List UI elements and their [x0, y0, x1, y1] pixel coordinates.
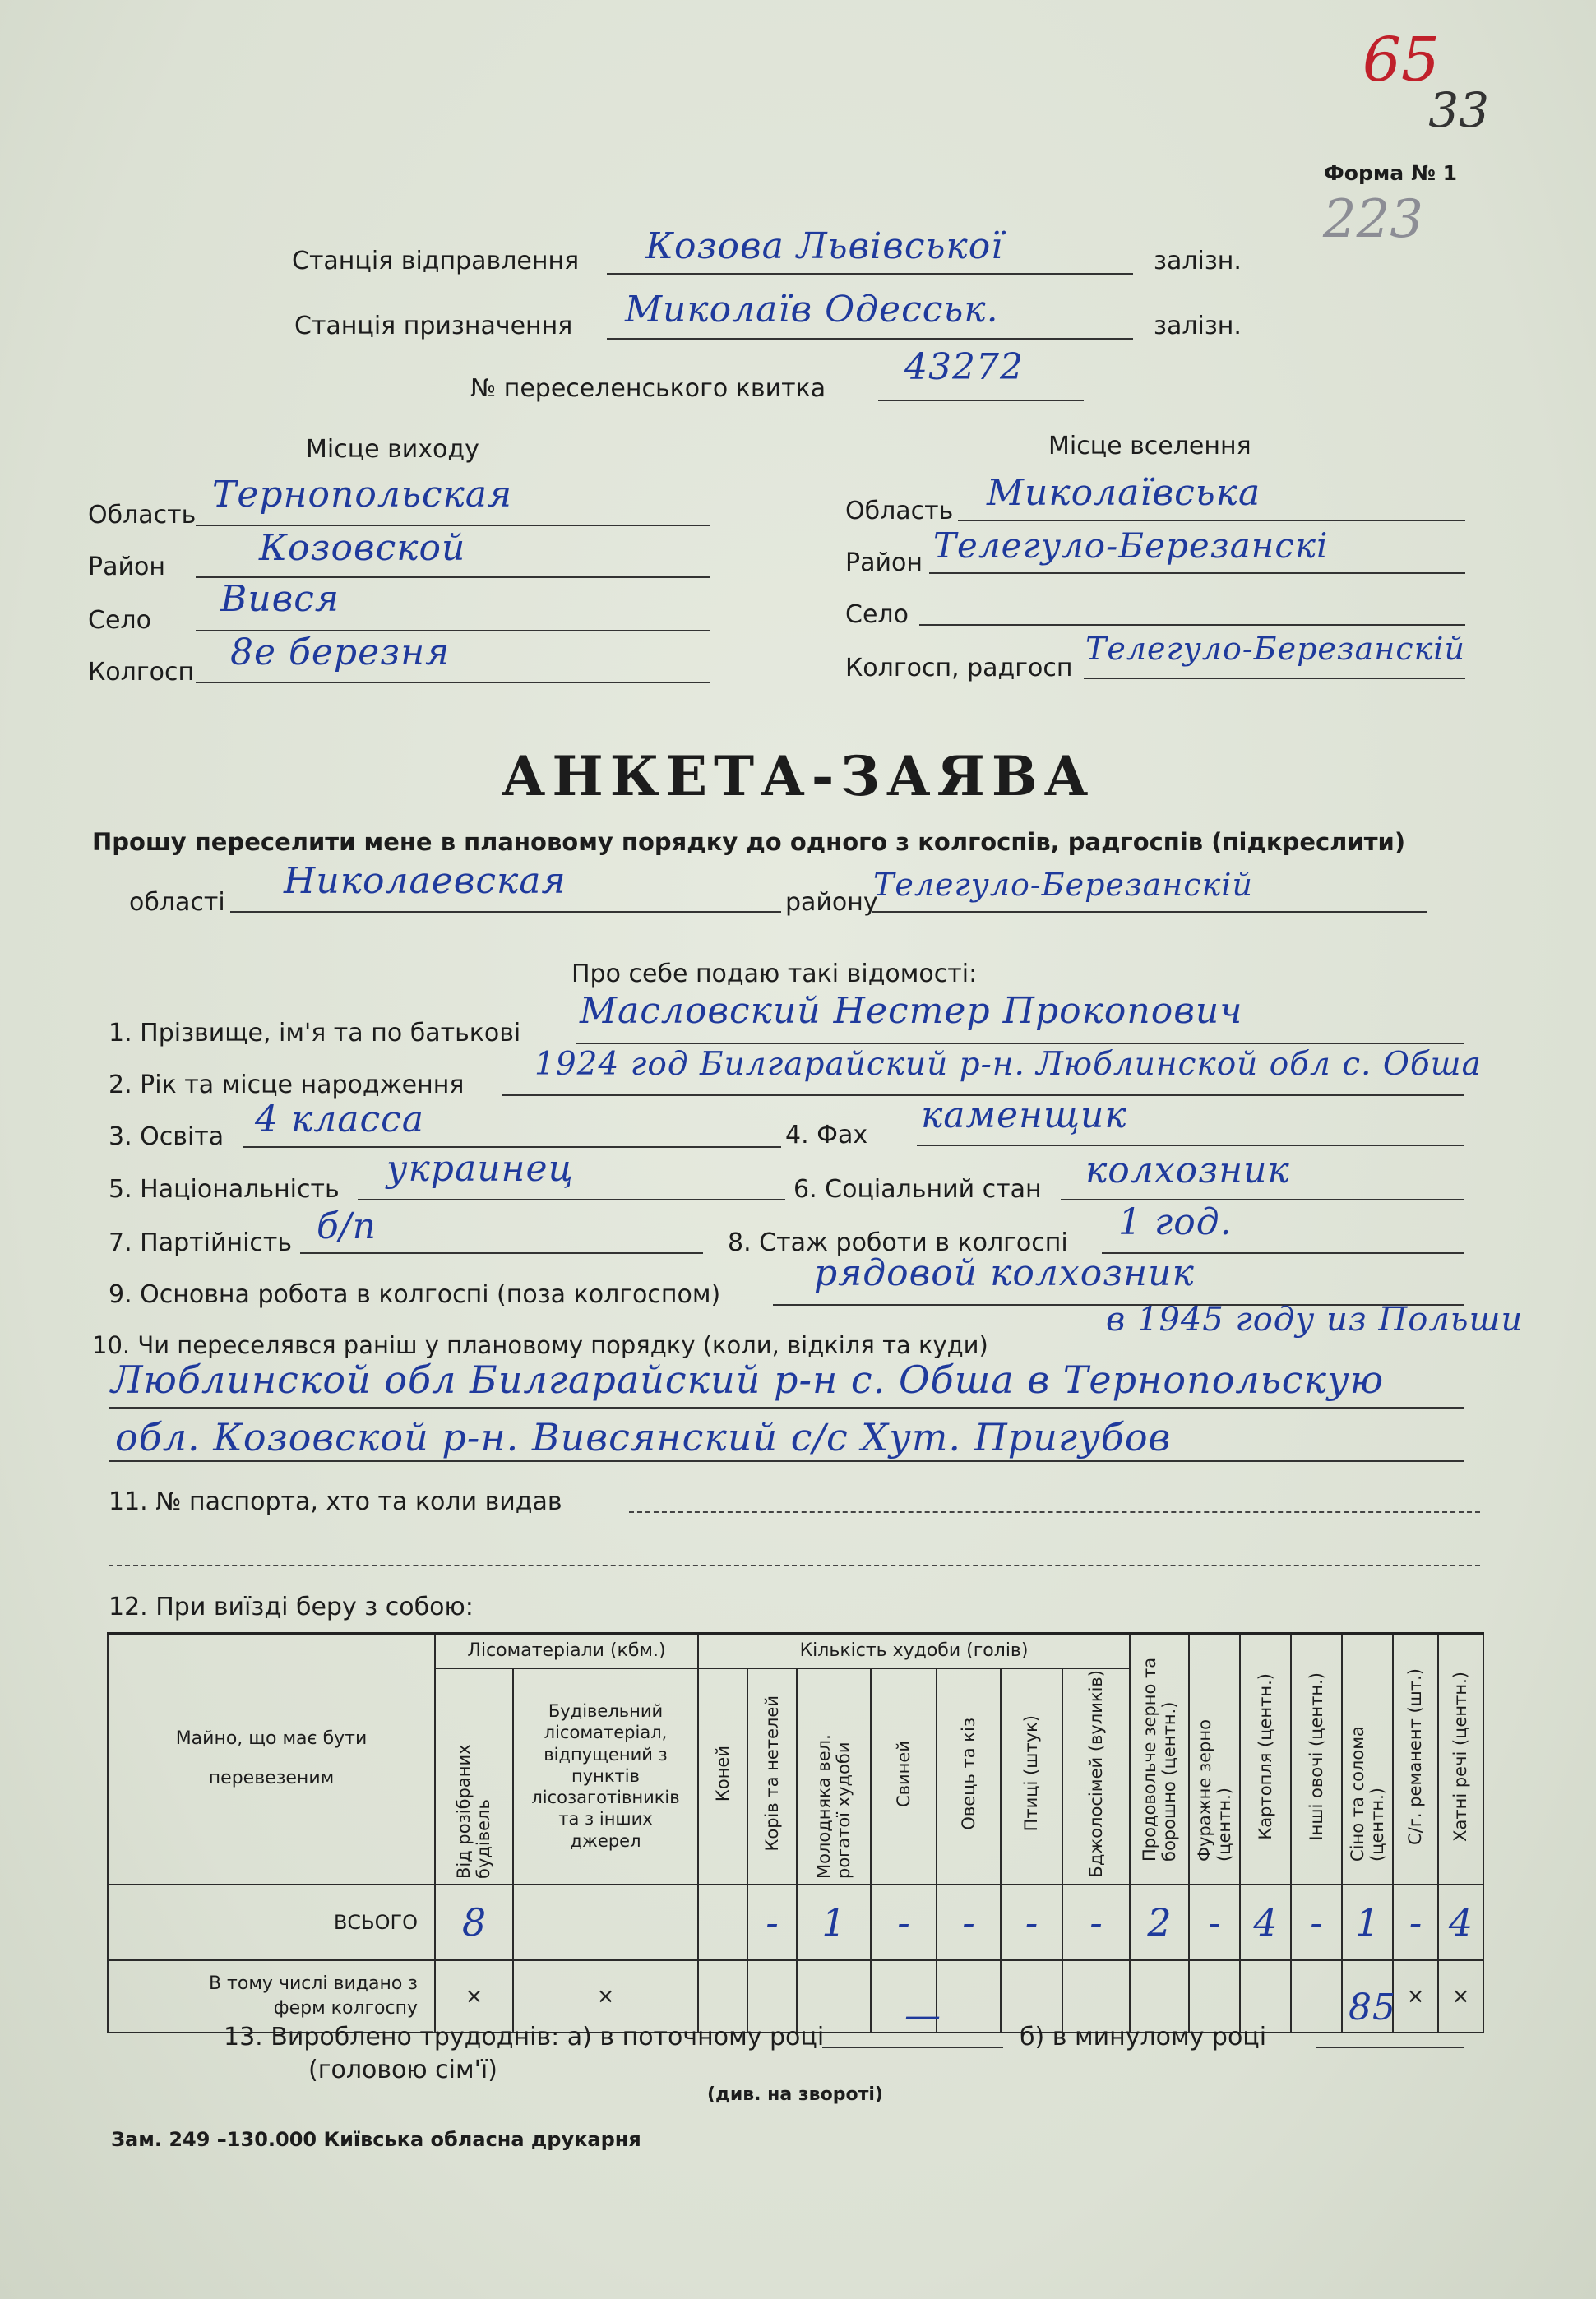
- header-remanent: С/г. реманент (шт.): [1393, 1634, 1438, 1885]
- request-text: Прошу переселити мене в плановому порядку до одного з колгоспів, радгоспів (підкреслити): [92, 828, 1406, 856]
- request-oblast-value: Николаевская: [284, 860, 567, 902]
- field-11-line: [629, 1511, 1480, 1513]
- field-10-value-3: обл. Козовской р-н. Вивсянский с/с Хут. Пригубов: [115, 1415, 1172, 1459]
- cell: 2: [1130, 1885, 1189, 1960]
- field-7-line: [300, 1252, 703, 1254]
- see-reverse: (див. на звороті): [707, 2084, 883, 2105]
- cell: ×: [1393, 1960, 1438, 2033]
- header-molodnyak: Молодняка вел. рогатої худоби: [797, 1668, 871, 1885]
- field-6-value: колхозник: [1085, 1150, 1290, 1191]
- origin-village-value: Вився: [220, 578, 340, 620]
- row-farm-label: В тому числі видано з ферм колгоспу: [108, 1960, 435, 2033]
- field-9-value: рядовой колхозник: [814, 1252, 1195, 1294]
- cell: 1: [797, 1885, 871, 1960]
- field-4-value: каменщик: [921, 1094, 1127, 1136]
- field-6-label: 6. Соціальний стан: [793, 1175, 1042, 1204]
- request-oblast-line: [230, 911, 781, 913]
- printer-line: Зам. 249 –130.000 Київська обласна друкарня: [111, 2128, 641, 2151]
- cell: [1130, 1960, 1189, 2033]
- cell: ×: [435, 1960, 513, 2033]
- cell: [1291, 1960, 1342, 2033]
- ticket-line: [878, 400, 1084, 401]
- departure-label: Станція відправлення: [292, 247, 580, 275]
- header-sino: Сіно та солома (центн.): [1342, 1634, 1393, 1885]
- field-10-line-3: [109, 1460, 1464, 1462]
- field-1-label: 1. Прізвище, ім'я та по батькові: [109, 1019, 521, 1048]
- workdays-current-value: —: [904, 1995, 941, 2037]
- destination-railway-suffix: залізн.: [1154, 312, 1242, 340]
- cell: 8: [435, 1885, 513, 1960]
- field-6-line: [1061, 1199, 1464, 1200]
- request-raion-line: [872, 911, 1427, 913]
- origin-kolkhoz-line: [196, 682, 710, 683]
- table-row-farm: [108, 1960, 1483, 2033]
- archive-mark-pencil: 223: [1322, 189, 1423, 250]
- destination-district-label: Район: [845, 548, 923, 577]
- header-ptytsi: Птиці (штук): [1001, 1668, 1062, 1885]
- row-total-label: ВСЬОГО: [108, 1885, 435, 1960]
- request-raion-value: Телегуло-Березанскій: [873, 867, 1253, 903]
- cell: -: [1393, 1885, 1438, 1960]
- cell: -: [1001, 1885, 1062, 1960]
- ticket-value: 43272: [904, 346, 1024, 388]
- field-9-label: 9. Основна робота в колгоспі (поза колгоспом): [109, 1280, 721, 1309]
- header-rechi: Хатні речі (центн.): [1438, 1634, 1483, 1885]
- destination-region-label: Область: [845, 497, 954, 525]
- field-10-line-2: [109, 1407, 1464, 1409]
- header-ovets: Овець та кіз: [937, 1668, 1001, 1885]
- field-10-value-2: Люблинской обл Билгарайский р-н с. Обша в Тернопольскую: [111, 1358, 1385, 1402]
- workdays-current-line: [822, 2047, 1003, 2048]
- origin-district-label: Район: [88, 553, 165, 581]
- cell: 4: [1240, 1885, 1291, 1960]
- cell-spacer: [698, 1960, 747, 2033]
- field-10-value-1: в 1945 году из Польши: [1106, 1301, 1524, 1339]
- departure-line: [607, 273, 1133, 275]
- field-12-label: 12. При виїзді беру з собою:: [109, 1593, 474, 1621]
- origin-village-label: Село: [88, 606, 151, 635]
- destination-kolkhoz-label: Колгосп, радгосп: [845, 654, 1073, 682]
- field-4-label: 4. Фах: [785, 1121, 868, 1150]
- form-title: АНКЕТА-ЗАЯВА: [501, 744, 1095, 808]
- departure-railway-suffix: залізн.: [1154, 247, 1242, 275]
- cell: -: [871, 1885, 937, 1960]
- field-3-label: 3. Освіта: [109, 1122, 224, 1151]
- origin-kolkhoz-value: 8е березня: [230, 631, 451, 673]
- header-prodovolche: Продовольче зерно та борошно (центн.): [1130, 1634, 1189, 1885]
- header-koriv: Корів та нетелей: [747, 1668, 797, 1885]
- cell-spacer: [698, 1885, 747, 1960]
- field-3-value: 4 класса: [255, 1099, 425, 1140]
- goods-table: [107, 1632, 1484, 2037]
- cell: [1062, 1960, 1130, 2033]
- info-heading: Про себе подаю такі відомості:: [571, 960, 978, 988]
- cell: -: [937, 1885, 1001, 1960]
- field-2-label: 2. Рік та місце народження: [109, 1071, 465, 1099]
- field-5-line: [358, 1199, 785, 1200]
- field-4-line: [917, 1145, 1464, 1146]
- cell: [1240, 1960, 1291, 2033]
- archive-mark-black: 33: [1428, 82, 1489, 138]
- field-1-value: Масловский Нестер Прокопович: [580, 990, 1243, 1032]
- cell: [797, 1960, 871, 2033]
- field-7-label: 7. Партійність: [109, 1228, 293, 1257]
- header-budivelnyi: Будівельний лісоматеріал, відпущений з пунктів лісозаготівників та з інших джерел: [513, 1668, 698, 1885]
- field-8-value: 1 год.: [1118, 1201, 1233, 1243]
- origin-heading: Місце виходу: [306, 435, 479, 464]
- cell: [513, 1885, 698, 1960]
- cell: -: [747, 1885, 797, 1960]
- workdays-sub-label: (головою сім'ї): [308, 2056, 497, 2084]
- origin-region-label: Область: [88, 501, 197, 530]
- header-furazhne: Фуражне зерно (центн.): [1189, 1634, 1240, 1885]
- destination-region-line: [958, 520, 1465, 521]
- header-bdzholy: Бджолосімей (вуликів): [1062, 1668, 1130, 1885]
- header-koni: Коней: [698, 1668, 747, 1885]
- destination-village-label: Село: [845, 600, 909, 629]
- field-8-label: 8. Стаж роботи в колгоспі: [728, 1228, 1068, 1257]
- table-row-total: [108, 1885, 1483, 1960]
- cell: -: [1189, 1885, 1240, 1960]
- cell: -: [1062, 1885, 1130, 1960]
- header-lumber: Лісоматеріали (кбм.): [435, 1634, 698, 1668]
- header-property: Майно, що має бути перевезеним: [108, 1634, 435, 1885]
- field-11-label: 11. № паспорта, хто та коли видав: [109, 1487, 562, 1516]
- destination-station-line: [607, 338, 1133, 340]
- destination-station-value: Миколаїв Одесськ.: [625, 289, 999, 331]
- field-10-label: 10. Чи переселявся раніш у плановому порядку (коли, відкіля та куди): [92, 1331, 988, 1359]
- field-2-value: 1924 год Билгарайский р-н. Люблинской обл с. Обша: [534, 1046, 1482, 1083]
- destination-kolkhoz-value: Телегуло-Березанскій: [1085, 631, 1465, 667]
- origin-kolkhoz-label: Колгосп: [88, 658, 195, 687]
- cell: ×: [1438, 1960, 1483, 2033]
- header-kartoplia: Картопля (центн.): [1240, 1634, 1291, 1885]
- cell: 1: [1342, 1885, 1393, 1960]
- destination-district-value: Телегуло-Березанскі: [933, 525, 1329, 566]
- ticket-label: № переселенського квитка: [470, 374, 826, 403]
- workdays-prev-value: 85: [1349, 1987, 1396, 2028]
- header-livestock: Кількість худоби (голів): [698, 1634, 1130, 1668]
- destination-kolkhoz-line: [1084, 678, 1465, 679]
- header-svyney: Свиней: [871, 1668, 937, 1885]
- workdays-prev-label: б) в минулому році: [1020, 2023, 1267, 2052]
- cell: [1189, 1960, 1240, 2033]
- origin-district-value: Козовской: [259, 527, 466, 569]
- departure-value: Козова Львівської: [645, 225, 1004, 267]
- archive-mark-red: 65: [1362, 25, 1440, 95]
- origin-region-line: [196, 525, 710, 526]
- cell: [937, 1960, 1001, 2033]
- destination-station-label: Станція призначення: [294, 312, 573, 340]
- destination-region-value: Миколаївська: [987, 472, 1261, 514]
- origin-region-value: Тернопольская: [212, 474, 513, 516]
- request-raion-label: району: [785, 888, 878, 917]
- field-1-line: [576, 1043, 1464, 1044]
- cell: -: [1291, 1885, 1342, 1960]
- field-5-value: украинец: [386, 1148, 575, 1190]
- request-oblast-label: області: [129, 888, 225, 917]
- workdays-label: 13. Вироблено трудоднів: а) в поточному році: [224, 2023, 825, 2052]
- form-number: Форма № 1: [1324, 161, 1458, 185]
- header-ovochi: Інші овочі (центн.): [1291, 1634, 1342, 1885]
- cell: [747, 1960, 797, 2033]
- destination-heading: Місце вселення: [1048, 432, 1251, 460]
- cell: ×: [513, 1960, 698, 2033]
- cell: 4: [1438, 1885, 1483, 1960]
- workdays-prev-line: [1316, 2047, 1464, 2048]
- field-11-line-2: [109, 1565, 1480, 1566]
- field-5-label: 5. Національність: [109, 1175, 340, 1204]
- header-razobrannykh: Від розібраних будівель: [435, 1668, 513, 1885]
- destination-village-line: [919, 624, 1465, 626]
- cell: [1001, 1960, 1062, 2033]
- field-7-value: б/п: [317, 1205, 377, 1247]
- destination-district-line: [929, 572, 1465, 574]
